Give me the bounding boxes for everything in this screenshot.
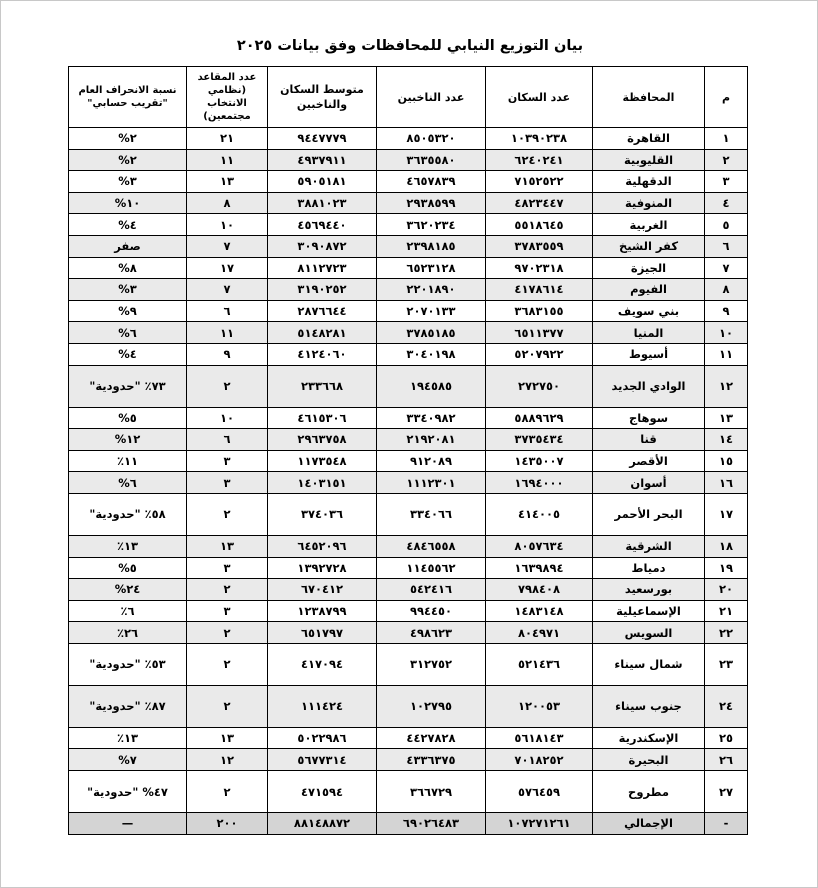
cell-population: ١٦٣٩٨٩٤: [486, 557, 593, 579]
cell-m: ١٨: [705, 535, 748, 557]
total-cell-governorate: الإجمالي: [593, 813, 705, 835]
table-row: [69, 771, 748, 813]
cell-governorate: الغربية: [593, 214, 705, 236]
cell-m: ٢٦: [705, 749, 748, 771]
cell-seats: ١٣: [187, 171, 268, 193]
cell-governorate: الإسماعيلية: [593, 600, 705, 622]
cell-average: ٤١٧٠٩٤: [268, 643, 377, 685]
table-row: [69, 579, 748, 601]
cell-governorate: بني سويف: [593, 300, 705, 322]
cell-seats: ٣: [187, 472, 268, 494]
cell-deviation: ١٠%: [69, 192, 187, 214]
page-title: بيان التوزيع النيابي للمحافظات وفق بيانات ٢٠٢٥: [236, 38, 584, 54]
cell-voters: ٢٢٠١٨٩٠: [377, 279, 486, 301]
total-cell-deviation: —: [69, 813, 187, 835]
cell-deviation: ٤%: [69, 343, 187, 365]
cell-deviation: ٥%: [69, 557, 187, 579]
cell-m: ٢١: [705, 600, 748, 622]
cell-m: ٧: [705, 257, 748, 279]
cell-governorate: مطروح: [593, 771, 705, 813]
cell-deviation: ١٣٪: [69, 727, 187, 749]
cell-seats: ٢: [187, 493, 268, 535]
cell-m: ٩: [705, 300, 748, 322]
cell-governorate: دمياط: [593, 557, 705, 579]
cell-governorate: المنوفية: [593, 192, 705, 214]
table-row: [69, 235, 748, 257]
cell-population: ٤١٧٨٦١٤: [486, 279, 593, 301]
cell-deviation: ٣%: [69, 171, 187, 193]
cell-average: ١٢٣٨٧٩٩: [268, 600, 377, 622]
cell-average: ٥٩٠٥١٨١: [268, 171, 377, 193]
cell-average: ١١٧٣٥٤٨: [268, 450, 377, 472]
cell-governorate: القليوبية: [593, 149, 705, 171]
header-deviation: نسبة الانحراف العام "تقريب حسابي": [69, 67, 187, 128]
cell-population: ٤١٤٠٠٥: [486, 493, 593, 535]
cell-population: ٣٧٣٥٤٣٤: [486, 429, 593, 451]
cell-seats: ٣: [187, 557, 268, 579]
cell-governorate: شمال سيناء: [593, 643, 705, 685]
cell-average: ٤٦١٥٣٠٦: [268, 407, 377, 429]
cell-deviation: ٦%: [69, 322, 187, 344]
cell-population: ٦٢٤٠٢٤١: [486, 149, 593, 171]
cell-m: ٦: [705, 235, 748, 257]
cell-m: ٢٥: [705, 727, 748, 749]
cell-m: ١١: [705, 343, 748, 365]
cell-voters: ٢٩٣٨٥٩٩: [377, 192, 486, 214]
table-row: [69, 365, 748, 407]
cell-voters: ٤٦٥٧٨٣٩: [377, 171, 486, 193]
cell-seats: ٢: [187, 771, 268, 813]
cell-average: ١٣٩٢٧٢٨: [268, 557, 377, 579]
cell-average: ٣٨٨١٠٢٣: [268, 192, 377, 214]
cell-seats: ٧: [187, 279, 268, 301]
cell-seats: ١٧: [187, 257, 268, 279]
cell-deviation: ٢%: [69, 149, 187, 171]
cell-voters: ٣٣٤٠٩٨٢: [377, 407, 486, 429]
cell-population: ٦٥١١٣٧٧: [486, 322, 593, 344]
cell-voters: ٩١٢٠٨٩: [377, 450, 486, 472]
cell-governorate: الإسكندرية: [593, 727, 705, 749]
cell-deviation: ١١٪: [69, 450, 187, 472]
cell-population: ٥٦١٨١٤٣: [486, 727, 593, 749]
cell-population: ٧٩٨٤٠٨: [486, 579, 593, 601]
cell-voters: ٢٠٧٠١٣٣: [377, 300, 486, 322]
cell-m: ٢٧: [705, 771, 748, 813]
cell-governorate: جنوب سيناء: [593, 685, 705, 727]
cell-population: ١٢٠٠٥٣: [486, 685, 593, 727]
table-row: [69, 257, 748, 279]
cell-governorate: المنيا: [593, 322, 705, 344]
cell-m: ١٩: [705, 557, 748, 579]
table-row: [69, 429, 748, 451]
cell-deviation: ٥%: [69, 407, 187, 429]
cell-governorate: أسوان: [593, 472, 705, 494]
cell-seats: ٦: [187, 300, 268, 322]
cell-average: ٦٥١٧٩٧: [268, 622, 377, 644]
cell-governorate: أسيوط: [593, 343, 705, 365]
cell-m: ١٥: [705, 450, 748, 472]
total-cell-average: ٨٨١٤٨٨٧٢: [268, 813, 377, 835]
cell-average: ٣٧٤٠٣٦: [268, 493, 377, 535]
cell-seats: ٢: [187, 579, 268, 601]
cell-governorate: الشرقية: [593, 535, 705, 557]
cell-average: ٥١٤٨٢٨١: [268, 322, 377, 344]
header-average: متوسط السكان والناخبين: [268, 67, 377, 128]
cell-m: ٢٤: [705, 685, 748, 727]
header-row: [69, 67, 748, 128]
cell-voters: ٨٥٠٥٣٢٠: [377, 128, 486, 150]
cell-deviation: ٨%: [69, 257, 187, 279]
cell-voters: ١١١٢٣٠١: [377, 472, 486, 494]
table-row: [69, 493, 748, 535]
cell-deviation: ٣%: [69, 279, 187, 301]
cell-deviation: ٧%: [69, 749, 187, 771]
total-cell-seats: ٢٠٠: [187, 813, 268, 835]
cell-seats: ٩: [187, 343, 268, 365]
cell-population: ٤٨٢٣٤٤٧: [486, 192, 593, 214]
cell-population: ٥٥١٨٦٤٥: [486, 214, 593, 236]
cell-population: ٥٢٠٧٩٢٢: [486, 343, 593, 365]
cell-voters: ٣١٢٧٥٢: [377, 643, 486, 685]
cell-population: ٨٠٥٧٦٣٤: [486, 535, 593, 557]
cell-population: ٢٧٢٧٥٠: [486, 365, 593, 407]
cell-voters: ١٩٤٥٨٥: [377, 365, 486, 407]
cell-deviation: ٤%: [69, 214, 187, 236]
table-row: [69, 192, 748, 214]
cell-voters: ٦٥٢٣١٢٨: [377, 257, 486, 279]
cell-governorate: كفر الشيخ: [593, 235, 705, 257]
cell-m: ١: [705, 128, 748, 150]
cell-population: ٣٦٨٣١٥٥: [486, 300, 593, 322]
cell-seats: ٢: [187, 643, 268, 685]
cell-voters: ٣٦٦٧٢٩: [377, 771, 486, 813]
total-row: [69, 813, 748, 835]
cell-seats: ١٠: [187, 407, 268, 429]
total-cell-population: ١٠٧٢٧١٢٦١: [486, 813, 593, 835]
table-row: [69, 749, 748, 771]
cell-seats: ١١: [187, 322, 268, 344]
cell-population: ٥٨٨٩٦٢٩: [486, 407, 593, 429]
cell-population: ٥٢١٤٣٦: [486, 643, 593, 685]
cell-m: ٢٠: [705, 579, 748, 601]
cell-average: ٣١٩٠٢٥٢: [268, 279, 377, 301]
cell-governorate: البحر الأحمر: [593, 493, 705, 535]
table-row: [69, 450, 748, 472]
cell-governorate: بورسعيد: [593, 579, 705, 601]
cell-seats: ١٠: [187, 214, 268, 236]
table-body: [69, 128, 748, 835]
table-row: [69, 472, 748, 494]
cell-m: ١٠: [705, 322, 748, 344]
table-row: [69, 279, 748, 301]
table-row: [69, 300, 748, 322]
cell-deviation: ٧٣٪ "حدودية": [69, 365, 187, 407]
cell-governorate: السويس: [593, 622, 705, 644]
cell-deviation: صفر: [69, 235, 187, 257]
cell-average: ٤٧١٥٩٤: [268, 771, 377, 813]
cell-population: ٧١٥٢٥٢٢: [486, 171, 593, 193]
table-row: [69, 149, 748, 171]
cell-voters: ٤٨٤٦٥٥٨: [377, 535, 486, 557]
cell-m: ٤: [705, 192, 748, 214]
cell-governorate: الدقهلية: [593, 171, 705, 193]
cell-voters: ١٠٢٧٩٥: [377, 685, 486, 727]
cell-governorate: سوهاج: [593, 407, 705, 429]
cell-m: ٢٣: [705, 643, 748, 685]
cell-seats: ٢: [187, 622, 268, 644]
cell-deviation: ٢%: [69, 128, 187, 150]
cell-governorate: الوادي الجديد: [593, 365, 705, 407]
cell-population: ١٠٣٩٠٢٣٨: [486, 128, 593, 150]
table-row: [69, 343, 748, 365]
cell-population: ٨٠٤٩٧١: [486, 622, 593, 644]
cell-average: ٢٨٧٦٦٤٤: [268, 300, 377, 322]
cell-m: ٢: [705, 149, 748, 171]
cell-m: ١٦: [705, 472, 748, 494]
table-row: [69, 171, 748, 193]
cell-average: ١١١٤٢٤: [268, 685, 377, 727]
total-cell-voters: ٦٩٠٢٦٤٨٣: [377, 813, 486, 835]
cell-m: ١٧: [705, 493, 748, 535]
cell-m: ١٤: [705, 429, 748, 451]
cell-average: ٤١٢٤٠٦٠: [268, 343, 377, 365]
cell-deviation: ١٢%: [69, 429, 187, 451]
cell-voters: ٢١٩٢٠٨١: [377, 429, 486, 451]
cell-voters: ٤٤٢٧٨٢٨: [377, 727, 486, 749]
cell-voters: ٤٩٨٦٢٣: [377, 622, 486, 644]
cell-voters: ٤٣٣٦٣٧٥: [377, 749, 486, 771]
cell-population: ١٦٩٤٠٠٠: [486, 472, 593, 494]
cell-deviation: ٥٨٪ "حدودية": [69, 493, 187, 535]
cell-seats: ٢١: [187, 128, 268, 150]
cell-average: ٥٦٧٧٣١٤: [268, 749, 377, 771]
distribution-table: [68, 66, 748, 835]
cell-governorate: قنا: [593, 429, 705, 451]
cell-deviation: ١٣٪: [69, 535, 187, 557]
cell-average: ٦٤٥٢٠٩٦: [268, 535, 377, 557]
cell-seats: ٢: [187, 685, 268, 727]
cell-voters: ٣٣٤٠٦٦: [377, 493, 486, 535]
cell-average: ١٤٠٣١٥١: [268, 472, 377, 494]
header-population: عدد السكان: [486, 67, 593, 128]
cell-deviation: ٥٣٪ "حدودية": [69, 643, 187, 685]
cell-seats: ٦: [187, 429, 268, 451]
table-row: [69, 535, 748, 557]
cell-m: ٥: [705, 214, 748, 236]
header-m: م: [705, 67, 748, 128]
table-row: [69, 214, 748, 236]
cell-population: ٧٠١٨٢٥٢: [486, 749, 593, 771]
cell-voters: ٢٣٩٨١٨٥: [377, 235, 486, 257]
cell-m: ١٢: [705, 365, 748, 407]
cell-voters: ٣٠٤٠١٩٨: [377, 343, 486, 365]
table-row: [69, 407, 748, 429]
cell-average: ٦٧٠٤١٢: [268, 579, 377, 601]
cell-voters: ٣٦٣٥٥٨٠: [377, 149, 486, 171]
table-row: [69, 322, 748, 344]
cell-governorate: الفيوم: [593, 279, 705, 301]
cell-voters: ١١٤٥٥٦٢: [377, 557, 486, 579]
cell-seats: ٧: [187, 235, 268, 257]
cell-average: ٩٤٤٧٧٧٩: [268, 128, 377, 150]
cell-population: ١٤٣٥٠٠٧: [486, 450, 593, 472]
table-row: [69, 727, 748, 749]
cell-seats: ١٣: [187, 535, 268, 557]
cell-voters: ٥٤٢٤١٦: [377, 579, 486, 601]
cell-governorate: القاهرة: [593, 128, 705, 150]
cell-population: ٣٧٨٣٥٥٩: [486, 235, 593, 257]
cell-population: ١٤٨٣١٤٨: [486, 600, 593, 622]
cell-voters: ٣٦٢٠٢٣٤: [377, 214, 486, 236]
cell-average: ٢٩٦٣٧٥٨: [268, 429, 377, 451]
cell-m: ٢٢: [705, 622, 748, 644]
cell-average: ٤٩٣٧٩١١: [268, 149, 377, 171]
cell-deviation: ٢٤%: [69, 579, 187, 601]
cell-population: ٩٧٠٢٣١٨: [486, 257, 593, 279]
cell-seats: ٣: [187, 600, 268, 622]
header-governorate: المحافظة: [593, 67, 705, 128]
cell-average: ٣٠٩٠٨٧٢: [268, 235, 377, 257]
cell-average: ٤٥٦٩٤٤٠: [268, 214, 377, 236]
cell-m: ٣: [705, 171, 748, 193]
table-row: [69, 622, 748, 644]
cell-deviation: ٩%: [69, 300, 187, 322]
cell-governorate: البحيرة: [593, 749, 705, 771]
cell-deviation: ٤٧% "حدودية": [69, 771, 187, 813]
table-row: [69, 643, 748, 685]
cell-voters: ٣٧٨٥١٨٥: [377, 322, 486, 344]
table-row: [69, 128, 748, 150]
cell-seats: ١١: [187, 149, 268, 171]
table-row: [69, 600, 748, 622]
cell-seats: ٨: [187, 192, 268, 214]
cell-average: ٨١١٢٧٢٣: [268, 257, 377, 279]
cell-average: ٥٠٢٢٩٨٦: [268, 727, 377, 749]
cell-deviation: ٨٧٪ "حدودية": [69, 685, 187, 727]
cell-average: ٢٣٣٦٦٨: [268, 365, 377, 407]
cell-seats: ١٣: [187, 727, 268, 749]
table-row: [69, 685, 748, 727]
cell-deviation: ٦٪: [69, 600, 187, 622]
cell-governorate: الجيزة: [593, 257, 705, 279]
cell-seats: ٢: [187, 365, 268, 407]
total-cell-m: -: [705, 813, 748, 835]
cell-governorate: الأقصر: [593, 450, 705, 472]
table-row: [69, 557, 748, 579]
cell-m: ١٣: [705, 407, 748, 429]
header-seats: عدد المقاعد (نظامي الانتخاب مجتمعين): [187, 67, 268, 128]
header-voters: عدد الناخبين: [377, 67, 486, 128]
cell-seats: ١٢: [187, 749, 268, 771]
cell-population: ٥٧٦٤٥٩: [486, 771, 593, 813]
cell-deviation: ٦%: [69, 472, 187, 494]
cell-m: ٨: [705, 279, 748, 301]
cell-seats: ٣: [187, 450, 268, 472]
cell-deviation: ٢٦٪: [69, 622, 187, 644]
cell-voters: ٩٩٤٤٥٠: [377, 600, 486, 622]
